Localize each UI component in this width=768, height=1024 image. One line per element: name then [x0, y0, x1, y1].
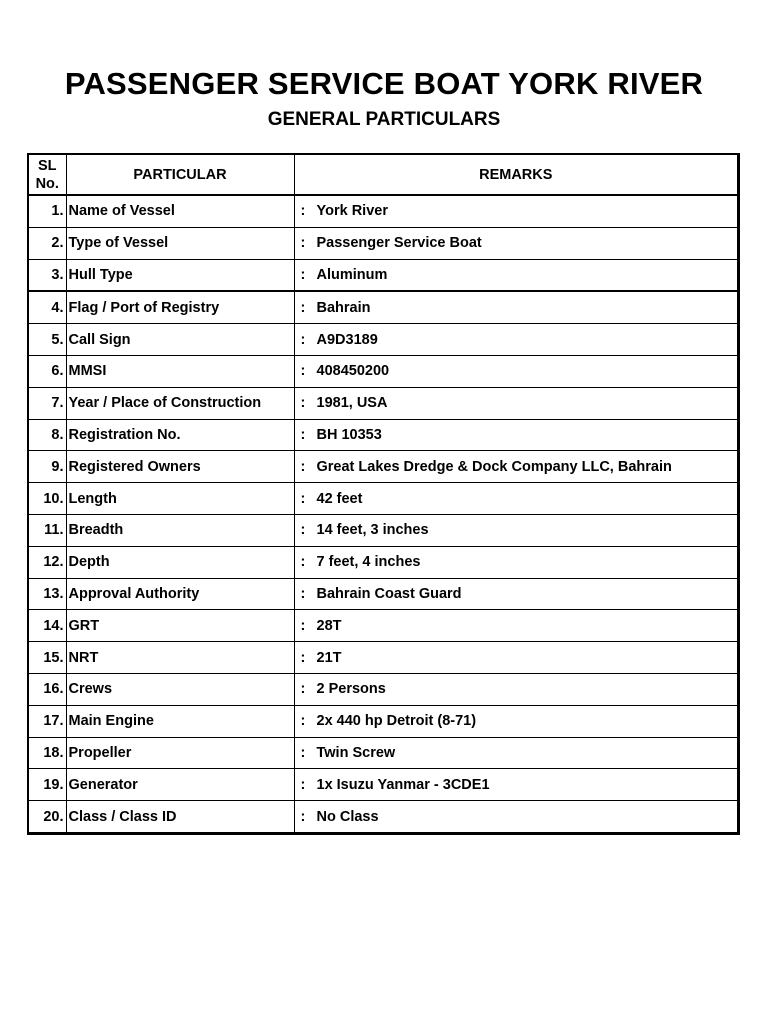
header-sl-no [28, 154, 66, 195]
table-header-row [28, 154, 739, 195]
row-remark-cell [294, 355, 739, 387]
table-row [28, 291, 739, 323]
header-particular: PARTICULAR [66, 154, 294, 195]
row-colon: : [300, 458, 306, 475]
row-particular: Registration No. [66, 419, 294, 451]
row-remark-cell [294, 259, 739, 291]
row-colon: : [300, 585, 306, 602]
row-remark-cell [294, 705, 739, 737]
row-sl-no: 6. [28, 355, 66, 387]
table-row [28, 419, 739, 451]
row-remark: 7 feet, 4 inches [316, 554, 421, 571]
row-sl-no: 7. [28, 387, 66, 419]
table-row [28, 578, 739, 610]
row-colon: : [300, 713, 306, 730]
row-particular: Generator [66, 769, 294, 801]
row-colon: : [300, 681, 306, 698]
row-remark: York River [316, 203, 388, 220]
row-colon: : [300, 395, 306, 412]
row-remark: Aluminum [316, 266, 388, 283]
row-colon: : [300, 490, 306, 507]
row-remark: 2 Persons [316, 681, 386, 698]
row-colon: : [300, 266, 306, 283]
row-remark-cell [294, 769, 739, 801]
row-sl-no: 5. [28, 324, 66, 356]
row-remark: 1981, USA [316, 395, 388, 412]
row-sl-no: 3. [28, 259, 66, 291]
row-remark: 408450200 [316, 363, 390, 380]
table-row [28, 737, 739, 769]
row-sl-no: 20. [28, 801, 66, 834]
row-remark-cell [294, 227, 739, 259]
row-remark-cell [294, 387, 739, 419]
header-remarks: REMARKS [294, 154, 739, 195]
table-row [28, 705, 739, 737]
row-remark: Bahrain Coast Guard [316, 585, 462, 602]
document-subtitle: GENERAL PARTICULARS [267, 109, 501, 130]
row-remark: 42 feet [316, 490, 363, 507]
row-sl-no: 11. [28, 514, 66, 546]
row-particular: Crews [66, 673, 294, 705]
document-title: PASSENGER SERVICE BOAT YORK RIVER [64, 66, 704, 101]
table-row [28, 451, 739, 483]
row-sl-no: 8. [28, 419, 66, 451]
row-sl-no: 16. [28, 673, 66, 705]
row-remark-cell [294, 514, 739, 546]
row-remark-cell [294, 673, 739, 705]
row-sl-no: 18. [28, 737, 66, 769]
row-remark: Twin Screw [316, 744, 396, 761]
row-particular: Type of Vessel [66, 227, 294, 259]
table-row [28, 801, 739, 834]
table-row [28, 642, 739, 674]
table-row [28, 355, 739, 387]
row-remark: 2x 440 hp Detroit (8-71) [316, 713, 477, 730]
row-particular: MMSI [66, 355, 294, 387]
table-row [28, 514, 739, 546]
row-remark-cell [294, 451, 739, 483]
row-sl-no: 10. [28, 483, 66, 515]
table-row [28, 483, 739, 515]
row-remark-cell [294, 642, 739, 674]
row-remark: No Class [316, 808, 379, 825]
table-row [28, 546, 739, 578]
row-particular: Propeller [66, 737, 294, 769]
row-colon: : [300, 776, 306, 793]
row-colon: : [300, 522, 306, 539]
row-remark-cell [294, 801, 739, 834]
row-remark: 1x Isuzu Yanmar - 3CDE1 [316, 776, 490, 793]
row-colon: : [300, 363, 306, 380]
row-colon: : [300, 203, 306, 220]
table-row [28, 769, 739, 801]
row-sl-no: 1. [28, 195, 66, 227]
row-particular: Flag / Port of Registry [66, 291, 294, 323]
table-row [28, 195, 739, 227]
row-colon: : [300, 426, 306, 443]
row-sl-no: 2. [28, 227, 66, 259]
table-row [28, 259, 739, 291]
row-remark: Passenger Service Boat [316, 235, 482, 252]
row-remark: 14 feet, 3 inches [316, 522, 429, 539]
table-body [28, 195, 739, 833]
row-colon: : [300, 331, 306, 348]
row-colon: : [300, 617, 306, 634]
row-particular: NRT [66, 642, 294, 674]
row-remark: 28T [316, 617, 342, 634]
row-particular: Main Engine [66, 705, 294, 737]
row-remark-cell [294, 737, 739, 769]
table-row [28, 387, 739, 419]
table-row [28, 324, 739, 356]
row-remark-cell [294, 324, 739, 356]
row-remark-cell [294, 291, 739, 323]
table-row [28, 673, 739, 705]
row-remark: Bahrain [316, 299, 371, 316]
row-remark: Great Lakes Dredge & Dock Company LLC, Bahrain [316, 458, 672, 475]
row-colon: : [300, 649, 306, 666]
row-sl-no: 4. [28, 291, 66, 323]
row-sl-no: 19. [28, 769, 66, 801]
row-particular: Breadth [66, 514, 294, 546]
row-remark: BH 10353 [316, 426, 382, 443]
table-row [28, 610, 739, 642]
row-remark-cell [294, 195, 739, 227]
row-particular: Depth [66, 546, 294, 578]
row-sl-no: 14. [28, 610, 66, 642]
row-sl-no: 13. [28, 578, 66, 610]
table-row [28, 227, 739, 259]
row-particular: Year / Place of Construction [66, 387, 294, 419]
row-remark-cell [294, 483, 739, 515]
row-sl-no: 17. [28, 705, 66, 737]
row-colon: : [300, 808, 306, 825]
row-particular: Registered Owners [66, 451, 294, 483]
particulars-table [27, 153, 740, 835]
row-remark: A9D3189 [316, 331, 378, 348]
row-sl-no: 9. [28, 451, 66, 483]
header-sl-line1: SL [37, 157, 57, 174]
row-particular: Class / Class ID [66, 801, 294, 834]
row-particular: GRT [66, 610, 294, 642]
row-remark-cell [294, 610, 739, 642]
row-particular: Call Sign [66, 324, 294, 356]
row-remark: 21T [316, 649, 342, 666]
row-remark-cell [294, 546, 739, 578]
row-colon: : [300, 554, 306, 571]
row-colon: : [300, 744, 306, 761]
row-remark-cell [294, 578, 739, 610]
row-sl-no: 15. [28, 642, 66, 674]
row-particular: Name of Vessel [66, 195, 294, 227]
row-particular: Hull Type [66, 259, 294, 291]
row-sl-no: 12. [28, 546, 66, 578]
header-sl-line2: No. [35, 175, 59, 192]
row-remark-cell [294, 419, 739, 451]
row-particular: Length [66, 483, 294, 515]
row-colon: : [300, 235, 306, 252]
row-colon: : [300, 299, 306, 316]
row-particular: Approval Authority [66, 578, 294, 610]
